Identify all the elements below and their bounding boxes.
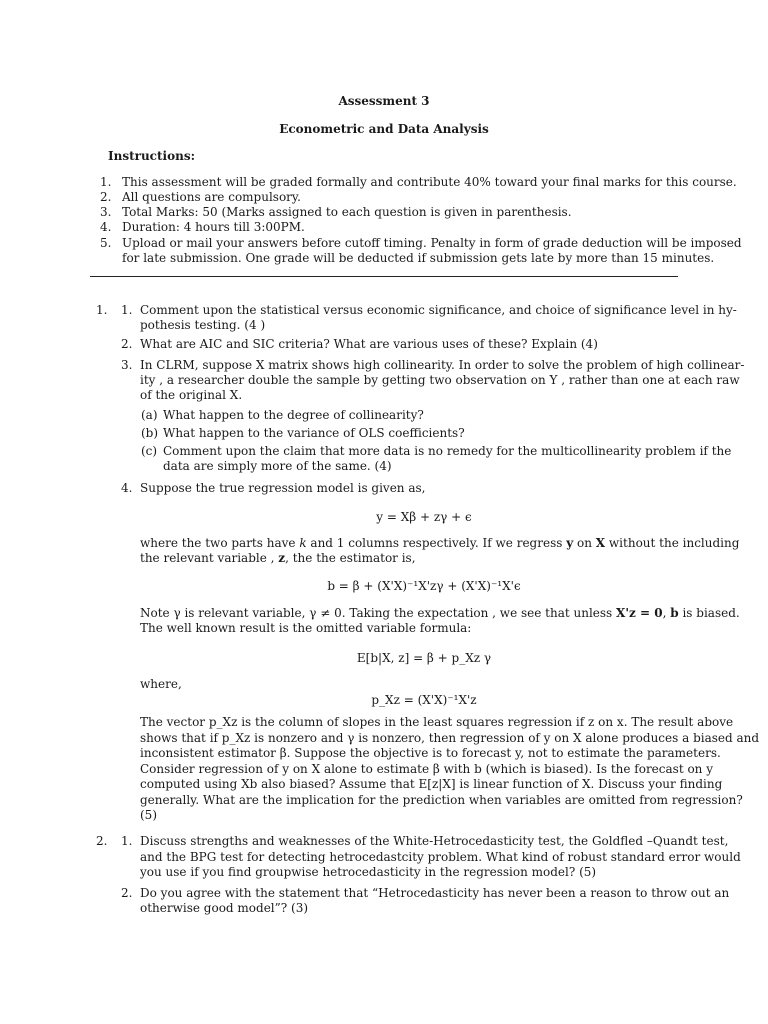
q1-part-3b: (b) What happen to the variance of OLS coefficients? [141,426,465,440]
q1-part-4: 4. Suppose the true regression model is given as, [121,481,426,495]
horizontal-rule [90,276,678,277]
q2-part-1-cont: you use if you find groupwise hetrocedasticity in the regression model? (5) [140,865,597,879]
equation-slopes: p_Xz = (X'X)⁻¹X'z [371,693,477,707]
paragraph-line: The well known result is the omitted variable formula: [140,621,472,635]
document-title: Assessment 3 [338,94,430,108]
document-subtitle: Econometric and Data Analysis [279,122,489,136]
paragraph-line: inconsistent estimator β. Suppose the objective is to forecast y, not to estimate the parameters. [140,746,721,760]
paragraph-line: generally. What are the implication for the prediction when variables are omitted from regression? [140,793,743,807]
equation-true-model: y = Xβ + zγ + ϵ [376,510,472,524]
paragraph-line: Note γ is relevant variable, γ ≠ 0. Taking the expectation , we see that unless X'z = 0, b is biased. [140,606,740,620]
q1-part-1: 1. Comment upon the statistical versus economic significance, and choice of significance level in hy- [121,303,737,317]
question-number-2: 2. [96,834,108,848]
q2-part-2-cont: otherwise good model”? (3) [140,901,309,915]
instructions-heading: Instructions: [108,149,196,163]
instruction-item: 5. Upload or mail your answers before cutoff timing. Penalty in form of grade deduction will be imposed [100,236,742,250]
equation-estimator: b = β + (X'X)⁻¹X'zγ + (X'X)⁻¹X'ϵ [327,579,521,593]
paragraph-line: computed using Xb also biased? Assume that E[z|X] is linear function of X. Discuss your finding [140,777,723,791]
q1-part-2: 2. What are AIC and SIC criteria? What are various uses of these? Explain (4) [121,337,598,351]
q2-part-1-cont: and the BPG test for detecting hetrocedastcity problem. What kind of robust standard error would [140,850,741,864]
paragraph-line: shows that if p_Xz is nonzero and γ is nonzero, then regression of y on X alone produces a biased and [140,731,760,745]
instruction-item: 4. Duration: 4 hours till 3:00PM. [100,220,305,234]
question-number-1: 1. [96,303,108,317]
q1-part-3-cont: of the original X. [140,388,243,402]
equation-omitted-variable: E[b|X, z] = β + p_Xz γ [356,651,492,665]
q1-part-3: 3. In CLRM, suppose X matrix shows high collinearity. In order to solve the problem of high collinear- [121,358,745,372]
where-label: where, [140,677,182,691]
q1-part-3a: (a) What happen to the degree of collinearity? [141,408,424,422]
paragraph-line: the relevant variable , z, the the estimator is, [140,551,416,565]
q1-part-1-cont: pothesis testing. (4 ) [140,318,266,332]
instruction-item: 3. Total Marks: 50 (Marks assigned to each question is given in parenthesis. [100,205,572,219]
q2-part-1: 1. Discuss strengths and weaknesses of the White-Hetrocedasticity test, the Goldfled –Quandt test, [121,834,729,848]
paragraph-line: The vector p_Xz is the column of slopes in the least squares regression if z on x. The result above [140,715,734,729]
q1-part-3-cont: ity , a researcher double the sample by getting two observation on Y , rather than one at each raw [140,373,740,387]
q2-part-2: 2. Do you agree with the statement that “Hetrocedasticity has never been a reason to throw out an [121,886,730,900]
instruction-item: for late submission. One grade will be deducted if submission gets late by more than 15 minutes. [122,251,715,265]
paragraph-line: Consider regression of y on X alone to estimate β with b (which is biased). Is the forecast on y [140,762,713,776]
instruction-item: 2. All questions are compulsory. [100,190,301,204]
paragraph-line: (5) [140,808,157,822]
q1-part-3c: (c) Comment upon the claim that more data is no remedy for the multicollinearity problem if the [141,444,732,458]
instruction-item: 1. This assessment will be graded formally and contribute 40% toward your final marks for this course. [100,175,737,189]
paragraph-line: where the two parts have k and 1 columns respectively. If we regress y on X without the including [140,536,740,550]
q1-part-3c-cont: data are simply more of the same. (4) [163,459,392,473]
